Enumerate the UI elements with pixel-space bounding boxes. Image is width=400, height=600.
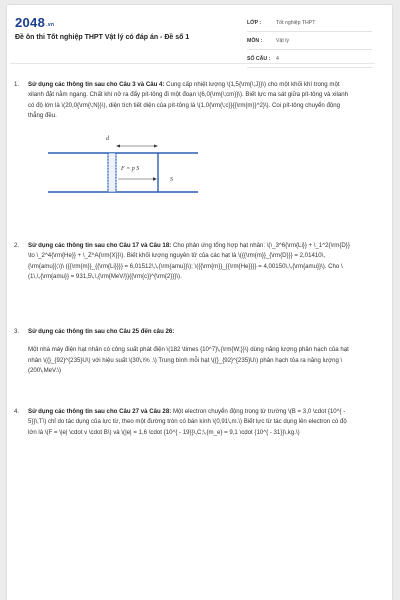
displacement-arrowhead-left: [116, 145, 120, 148]
site-logo[interactable]: 2048.vn: [15, 15, 55, 30]
question-text: Một nhà máy điện hạt nhân có công suất phát điện \(182 \times {10^7}\,{\rm{W;}}\) dùng năng lượng phân hạch của hạt nhân \({}_{92}^{235}U\) với hiệu suất \(30\,\% .\) Trung bình mỗi hạt \({}_{92}^{235}U\) phân hạch tỏa ra năng lượng \(200\,MeV.\): [28, 346, 349, 375]
meta-row-count: [247, 50, 372, 68]
meta-key: LỚP :: [247, 19, 262, 26]
question-number: 1.: [14, 81, 20, 88]
displacement-arrowhead-right: [154, 145, 158, 148]
question-1: [14, 80, 354, 122]
question-2: [14, 241, 354, 283]
question-text: Một electron chuyển động trong từ trường \(B = 3,0 \cdot {10^{ - 5}}\,T\) chỉ do tác dụng của lực từ, theo một đường tròn có bán kính \(0,91\,m.\) Biết lực từ tác dụng lên electron có độ lớn là \(F = \|e| \cdot v \cdot B\) và \(|e| = 1,6 \cdot {10^{ - 19}}\,C;\,{m_e} = 9,1 \cdot {10^{ - 31}}\,kg.\): [28, 408, 347, 436]
question-number: 2.: [14, 242, 20, 249]
meta-table: [247, 14, 372, 68]
label-force: F = p S: [121, 166, 140, 172]
piston-body: [108, 153, 116, 192]
question-text: Cho phản ứng tổng hợp hạt nhân: \(\_3^6{\rm{Li}} + \_1^2{\rm{D}} \to \_2^4{\rm{He}} + \_Z^A{\rm{X}}\). Biết khối lượng nguyên tử của các hạt là \({{\rm{m}}_{\rm{D}}} = 2,01410\,{\rm{amu}};\)\ ({{\rm{m}}_{{\rm{Li}}}} = 6,01512\,\,{\rm{amu}}\); \({{\rm{m}}_{{\rm{He}}}} = 4,00150\,\,{\rm{amu}}\). Cho \(1\,\,{\rm{amu}} = 931,5\,\,{\rm{MeV/}}{{\rm{c}}^{\rm{2}}}\).: [28, 242, 350, 281]
question-text: Cung cấp nhiệt lượng \(1,5{\rm{\;J}}\) cho một khối khí trong một xilanh đặt nằm ngang. Chất khí nở ra đẩy pít-tông đi một đoạn \(6,0{\rm{\;cm}}\). Biết lực ma sát giữa pít-tông và xilanh có độ lớn là \(20,0{\rm{\;N}}\), diện tích tiết diện của pít-tông là \(1,0{\rm{\;c}}{{\rm{m}}^2}\). Coi pít-tông chuyển động thẳng đều.: [28, 81, 349, 120]
label-d: d: [106, 136, 109, 142]
question-lead: Sử dụng các thông tin sau cho Câu 3 và Câu 4:: [28, 81, 165, 88]
meta-row-class: [247, 14, 372, 32]
question-3: [14, 327, 354, 377]
label-area: S: [170, 177, 173, 183]
meta-value: Vật lý: [276, 37, 289, 44]
document-title: Đề ôn thi Tốt nghiệp THPT Vật lý có đáp án - Đề số 1: [15, 34, 190, 41]
header-divider: [10, 63, 375, 64]
meta-value: Tốt nghiệp THPT: [276, 19, 316, 26]
meta-key: MÔN :: [247, 37, 263, 44]
question-lead: Sử dụng các thông tin sau cho Câu 17 và Câu 18:: [28, 242, 172, 249]
question-number: 4.: [14, 408, 20, 415]
question-number: 3.: [14, 328, 20, 335]
question-lead: Sử dụng các thông tin sau cho Câu 25 đến câu 26:: [28, 328, 175, 335]
meta-row-subject: [247, 32, 372, 50]
question-4: [14, 407, 354, 438]
meta-value: 4: [276, 55, 279, 62]
meta-key: SỐ CÂU :: [247, 55, 271, 62]
question-lead: Sử dụng các thông tin sau cho Câu 27 và Câu 28:: [28, 408, 172, 415]
force-arrowhead: [153, 177, 157, 180]
